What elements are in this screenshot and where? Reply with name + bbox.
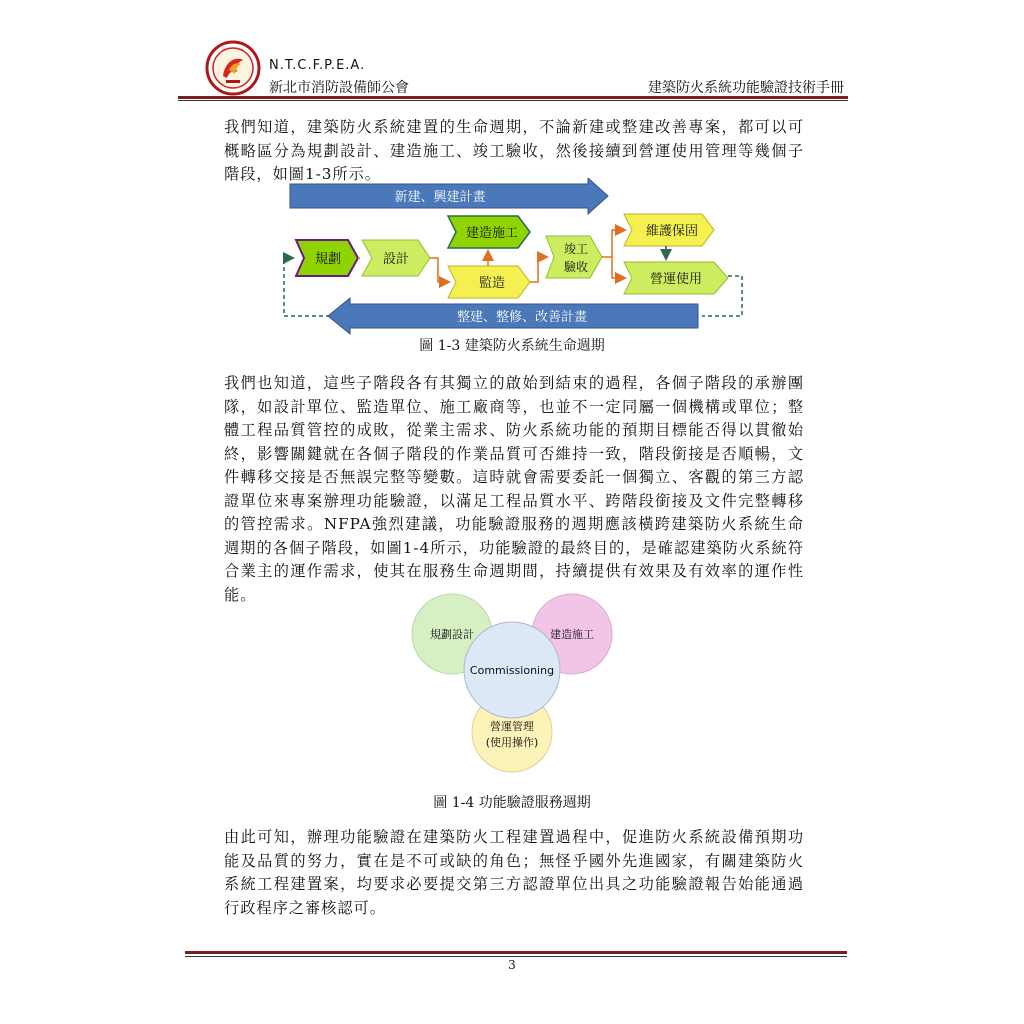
svg-text:營運管理: 營運管理 [490,720,534,733]
header-divider [178,96,848,99]
renovation-label: 整建、整修、改善計畫 [456,310,588,325]
org-name-cn: 新北市消防設備師公會 [269,80,409,96]
svg-text:建造施工: 建造施工 [550,628,594,641]
paragraph-3: 由此可知，辦理功能驗證在建築防火工程建置過程中，促進防火系統設備預期功能及品質的努力，實在是不可或缺的角色；無怪乎國外先進國家，有關建築防火系統工程建置案，均要求必要提交第三方認證單位出具之功能驗證報告始能通過行政程序之審核認可。 [224,828,804,917]
svg-text:設計: 設計 [382,252,410,267]
supervise-box [448,266,530,298]
plan-box [296,240,358,276]
svg-text:Commissioning: Commissioning [469,664,555,677]
to-operate-connector [612,257,624,278]
footer-divider [185,951,847,954]
document-title: 建築防火系統功能驗證技術手冊 [648,80,844,96]
svg-text:維護保固: 維護保固 [645,224,699,239]
paragraph-2: 我們也知道，這些子階段各有其獨立的啟始到結束的過程，各個子階段的承辦團隊，如設計單位、監造單位、施工廠商等，也並不一定同屬一個機構或單位；整體工程品質管控的成敗，從業主需求、防火系統功能的預期目標能否得以貫徹始終，影響關鍵就在各個子階段的作業品質可否維持一致，階段銜接是否順暢，文件轉移交接是否無誤完整等變數。這時就會需要委託一個獨立、客觀的第三方認證單位來專案辦理功能驗證，以滿足工程品質水平、跨階段銜接及文件完整轉移的管控需求。NFPA強烈建議，功能驗證服務的週期應該橫跨建築防火系統生命週期的各個子階段，如圖1-4所示，功能驗證的最終目的，是確認建築防火系統符合業主的運作需求，使其在服務生命週期間，持續提供有效果及有效率的運作性能。 [224,374,804,604]
svg-text:營運使用: 營運使用 [649,272,703,287]
svg-text:建造施工: 建造施工 [465,226,519,241]
lifecycle-diagram [270,178,760,338]
design-box [362,240,430,276]
circle-commissioning [464,622,560,718]
svg-text:監造: 監造 [478,276,506,291]
figure-1-4-caption: 圖 1-4 功能驗證服務週期 [433,795,591,811]
design-to-supervise-connector [430,258,448,282]
svg-text:驗收: 驗收 [563,260,589,274]
construct-box [448,216,530,248]
acceptance-box [546,236,602,278]
figure-1-3-caption: 圖 1-3 建築防火系統生命週期 [419,338,605,354]
new-build-arrow [290,178,608,214]
to-acceptance-connector [530,257,546,282]
page-header [205,40,848,102]
operate-box [624,262,728,294]
paragraph-1: 我們知道，建築防火系統建置的生命週期，不論新建或整建改善專案，都可以可概略區分為規劃設計、建造施工、竣工驗收，然後接續到營運使用管理等幾個子階段，如圖1-3所示。 [224,118,804,183]
maintain-box [624,214,714,246]
header-divider-thin [178,100,848,101]
svg-text:竣工: 竣工 [563,242,589,256]
renovation-arrow [328,298,698,334]
new-build-label: 新建、興建計畫 [394,190,486,205]
org-name-en: N.T.C.F.P.E.A. [269,58,366,73]
svg-text:(使用操作): (使用操作) [485,736,539,749]
association-logo-icon [205,40,261,96]
svg-text:規劃: 規劃 [314,252,342,267]
page-number: 3 [508,958,516,972]
commissioning-diagram [400,590,630,790]
to-maintain-connector [602,230,624,257]
svg-text:規劃設計: 規劃設計 [430,628,474,641]
footer-divider-thin [185,956,847,957]
